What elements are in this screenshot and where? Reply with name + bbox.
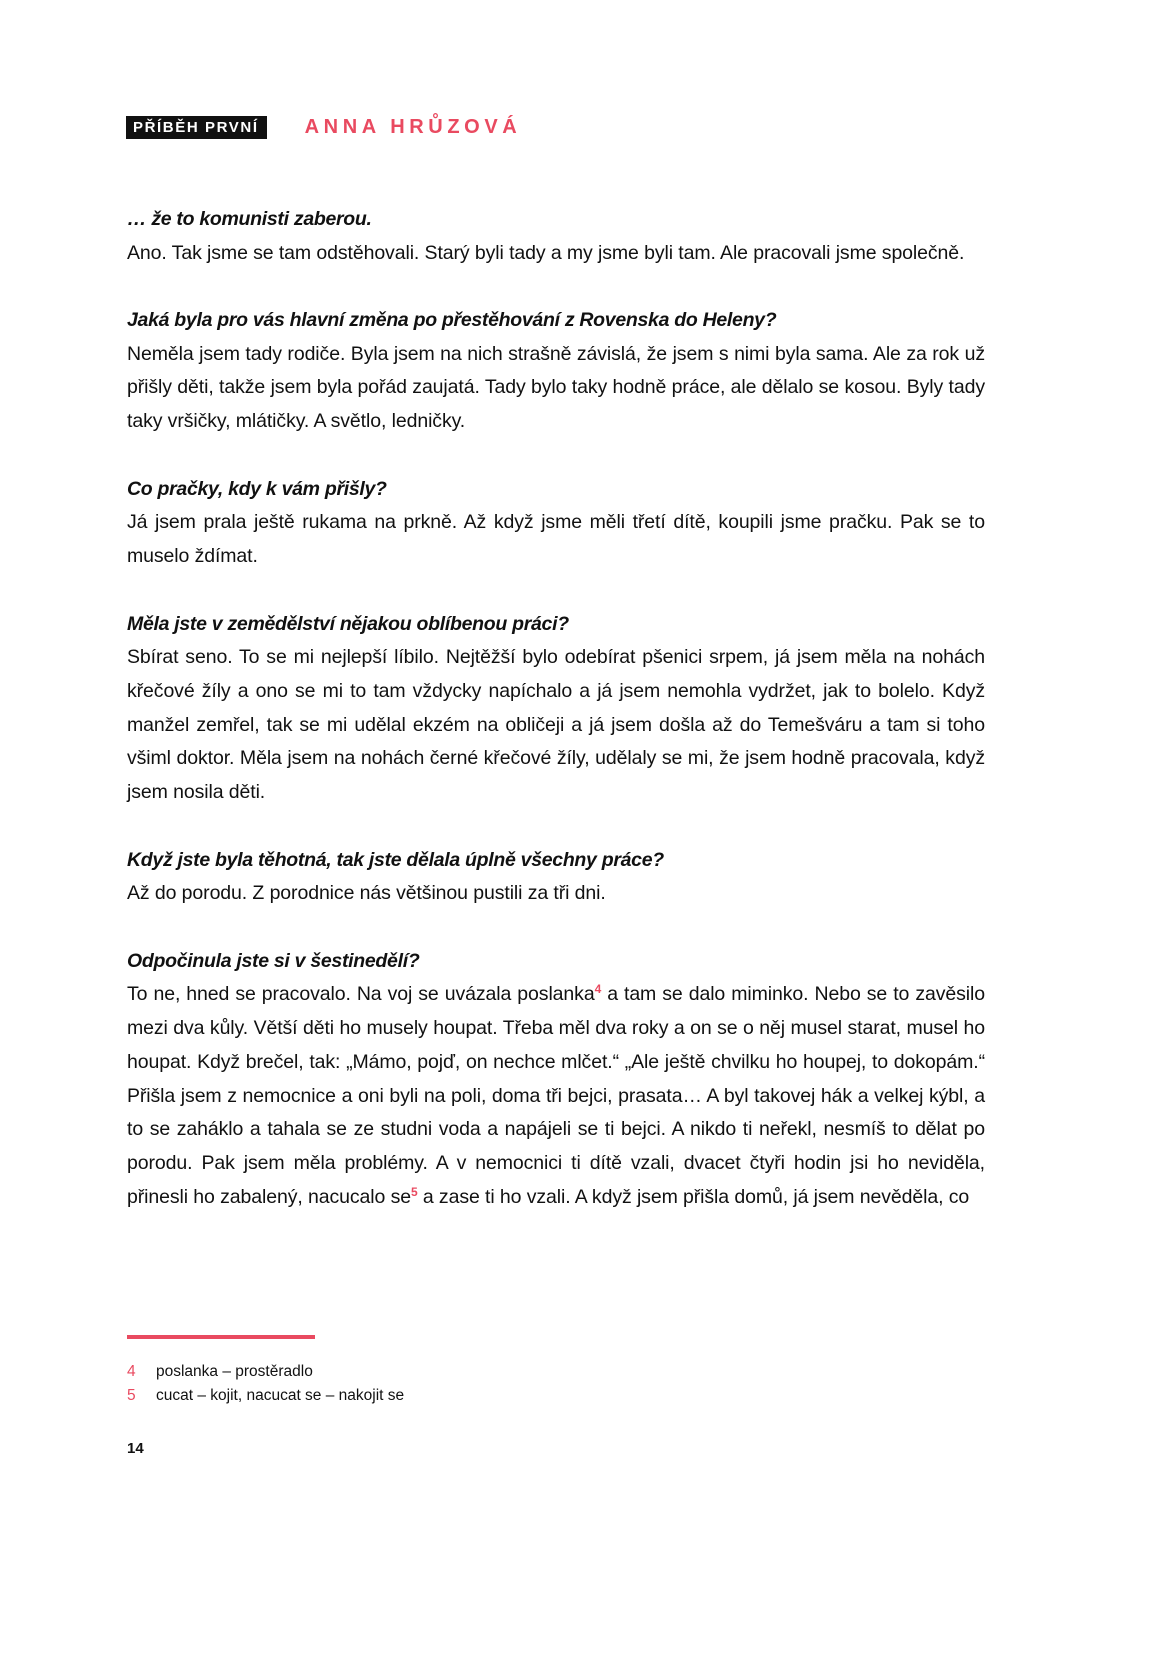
answer-text: a tam se dalo miminko. Nebo se to zavěsilo mezi dva kůly. Větší děti ho musely houpat. Třeba měl dva roky a on se o něj musel starat, musel ho houpat. Když brečel, tak: „Mámo, pojď, on nechce mlčet.“ „Ale ještě chvilku ho houpej, to dokopám.“ Přišla jsem z nemocnice a oni byli na poli, doma tři bejci, prasata… A byl takovej hák a velkej kýbl, a to se zaháklo a tahala se ze studni voda a napájeli se ti bejci. A nikdo ti neřekl, nesmíš to dělat po porodu. Pak jsem měla problémy. A v nemocnici ti dítě vzali, dvacet čtyři hodin jsi ho neviděla, přinesli ho zabalený, nacucalo se xyxy=(127,983,985,1208)
question: Když jste byla těhotná, tak jste dělala úplně všechny práce? xyxy=(127,848,664,871)
qa-block xyxy=(127,608,985,810)
question: Co pračky, kdy k vám přišly? xyxy=(127,477,387,500)
question: Měla jste v zemědělství nějakou oblíbenou práci? xyxy=(127,612,569,635)
question: … že to komunisti zaberou. xyxy=(127,208,372,230)
answer-text: To ne, hned se pracovalo. Na voj se uvázala poslanka xyxy=(127,983,595,1006)
answer: Neměla jsem tady rodiče. Byla jsem na nich strašně závislá, že jsem s nimi byla sama. Ale za rok už přišly děti, takže jsem byla pořád zaujatá. Tady bylo taky hodně práce, ale dělalo se kosou. Byly tady taky vršičky, mlátičky. A světlo, ledničky. xyxy=(127,342,985,433)
answer: Sbírat seno. To se mi nejlepší líbilo. Nejtěžší bylo odebírat pšenici srpem, já jsem měla na nohách křečové žíly a ono se mi to tam vždycky napíchalo a já jsem nemohla vydržet, jak to bolelo. Když manžel zemřel, tak se mi udělal ekzém na obličeji a já jsem došla až do Temešváru a tam si toho všiml doktor. Měla jsem na nohách černé křečové žíly, udělaly se mi, že jsem hodně pracovala, když jsem nosila děti. xyxy=(127,646,985,804)
qa-block xyxy=(127,203,985,270)
footnote-number: 5 xyxy=(127,1387,136,1404)
footnote xyxy=(127,1384,404,1408)
author-name: ANNA HRŮZOVÁ xyxy=(304,116,522,138)
answer xyxy=(127,978,985,1214)
page-number: 14 xyxy=(127,1440,144,1457)
answer: Ano. Tak jsme se tam odstěhovali. Starý byli tady a my jsme byli tam. Ale pracovali jsme společně. xyxy=(127,241,965,264)
footnote-reference[interactable]: 4 xyxy=(594,982,602,997)
footnote-divider xyxy=(127,1335,315,1339)
question: Odpočinula jste si v šestinedělí? xyxy=(127,949,420,972)
footnote-number: 4 xyxy=(127,1363,136,1380)
chapter-header xyxy=(126,116,521,139)
answer-text: a zase ti ho vzali. A když jsem přišla domů, já jsem nevěděla, co xyxy=(417,1185,970,1208)
answer: Já jsem prala ještě rukama na prkně. Až když jsme měli třetí dítě, koupili jsme pračku. Pak se to muselo ždímat. xyxy=(127,511,985,568)
footnotes xyxy=(127,1360,404,1408)
qa-block xyxy=(127,844,985,911)
chapter-label: PŘÍBĚH PRVNÍ xyxy=(126,116,267,139)
footnote xyxy=(127,1360,404,1384)
footnote-text: poslanka – prostěradlo xyxy=(156,1363,313,1380)
footnote-reference[interactable]: 5 xyxy=(410,1184,418,1199)
question: Jaká byla pro vás hlavní změna po přestěhování z Rovenska do Heleny? xyxy=(127,309,777,332)
qa-block xyxy=(127,304,985,439)
answer: Až do porodu. Z porodnice nás většinou pustili za tři dni. xyxy=(127,882,606,905)
qa-block xyxy=(127,473,985,574)
footnote-text: cucat – kojit, nacucat se – nakojit se xyxy=(156,1387,405,1404)
qa-block xyxy=(127,945,985,1214)
interview-body xyxy=(127,203,985,1248)
